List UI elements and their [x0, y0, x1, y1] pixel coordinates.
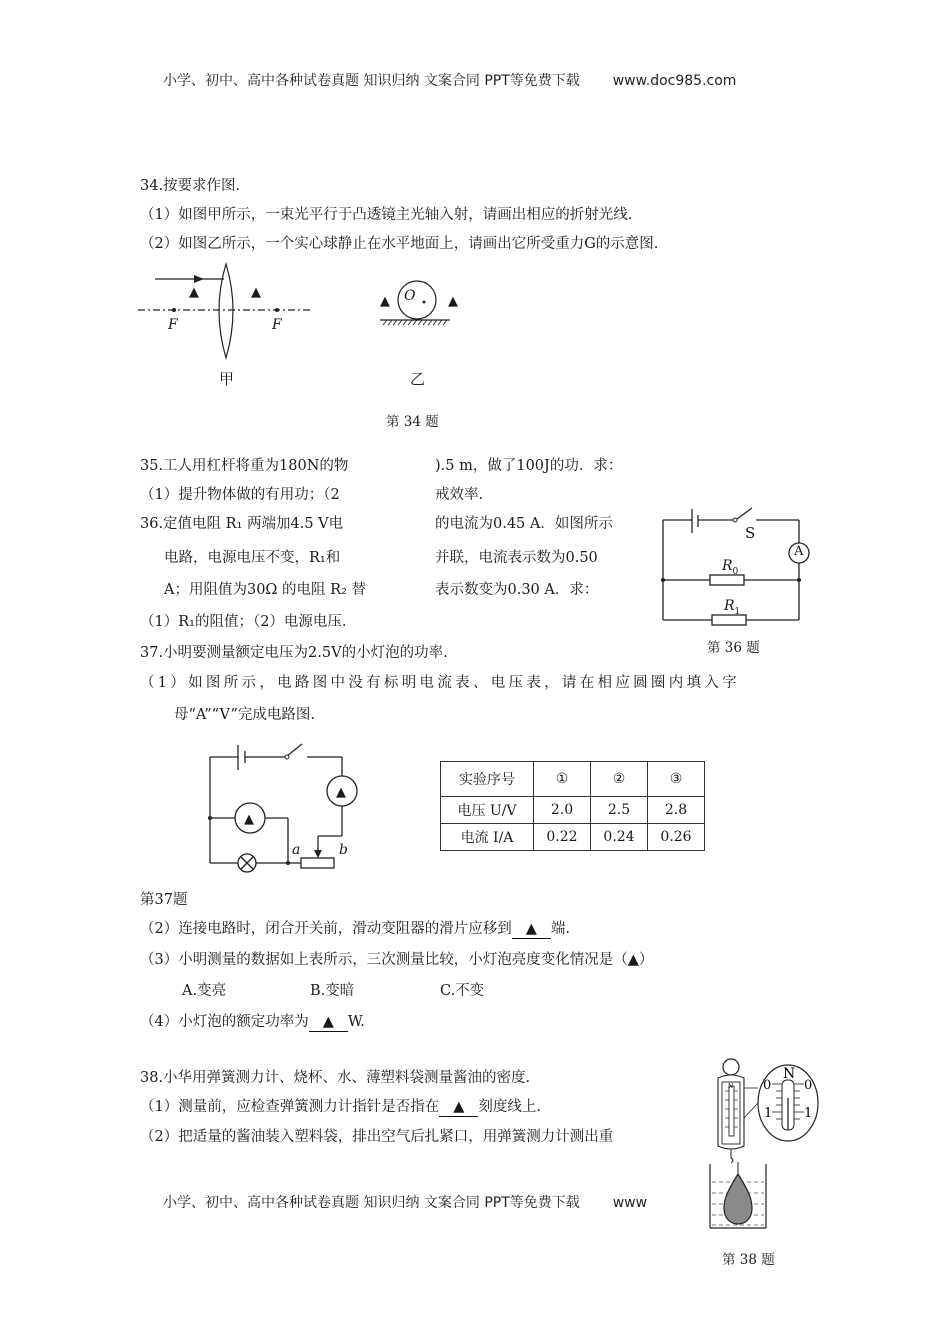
q36-line1-right: 的电流为0.45 A．如图所示 [435, 516, 613, 532]
fig-yi-label: 乙 [410, 370, 426, 388]
table-header-cell: ② [591, 762, 648, 797]
table-row [441, 824, 705, 851]
table-cell: 2.5 [591, 797, 648, 824]
q36-line2-right: 并联，电流表示数为0.50 [435, 550, 598, 566]
meter-right-marker-icon: ▲ [336, 785, 346, 800]
switch-label: S [745, 524, 756, 542]
q37-option-b[interactable]: B.变暗 [310, 983, 355, 999]
q34-caption: 第 34 题 [386, 414, 439, 430]
rheostat-end-a-label: a [292, 842, 301, 858]
q37-part1-line1: （1）如图所示，电路图中没有标明电流表、电压表，请在相应圆圈内填入字 [140, 675, 740, 691]
q34-part1: （1）如图甲所示，一束光平行于凸透镜主光轴入射，请画出相应的折射光线. [140, 207, 633, 223]
q36-caption: 第 36 题 [707, 640, 760, 656]
q35-line1-right: ).5 m，做了100J的功．求： [435, 458, 623, 474]
table-cell: 0.26 [648, 824, 705, 851]
q35-line2-right: 戒效率. [435, 487, 484, 503]
svg-text:1: 1 [804, 1106, 813, 1121]
answer-blank[interactable]: ▲ [309, 1013, 348, 1032]
q36-line1-left: 36.定值电阻 R₁ 两端加4.5 V电 [140, 516, 344, 532]
q36-line3-left: A；用阻值为30Ω 的电阻 R₂ 替 [164, 582, 367, 598]
focus-right-label: F [272, 317, 282, 333]
q35-line1-left: 35.工人用杠杆将重为180N的物 [140, 458, 349, 474]
answer-blank[interactable]: ▲ [439, 1098, 478, 1117]
header-url-link[interactable]: www.doc985.com [612, 73, 737, 89]
svg-text:0: 0 [763, 1078, 772, 1093]
q34-title: 34.按要求作图. [140, 178, 241, 194]
q34-part2: （2）如图乙所示，一个实心球静止在水平地面上，请画出它所受重力G的示意图. [140, 236, 659, 252]
ball-center-label: O [404, 288, 416, 304]
svg-text:1: 1 [764, 1106, 773, 1121]
focus-left-label: F [168, 317, 178, 333]
ball-marker-left-icon: ▲ [380, 294, 390, 309]
q36-line4: （1）R₁的阻值；（2）电源电压. [140, 614, 347, 630]
rheostat-end-b-label: b [339, 842, 348, 858]
table-cell: 电流 I/A [441, 824, 534, 851]
ammeter-label: A [794, 544, 804, 559]
table-row [441, 797, 705, 824]
q36-line3-right: 表示数变为0.30 A．求： [435, 582, 599, 598]
header-text: 小学、初中、高中各种试卷真题 知识归纳 文案合同 PPT等免费下载 [163, 73, 580, 89]
table-header-row [441, 762, 705, 797]
fig-jia-label: 甲 [219, 370, 235, 388]
q37-option-c[interactable]: C.不变 [440, 983, 485, 999]
r1-label: $R_1$ [724, 598, 741, 617]
table-header-cell: ③ [648, 762, 705, 797]
q37-option-a[interactable]: A.变亮 [182, 983, 227, 999]
scale-unit-label: N [783, 1066, 796, 1082]
svg-text:N: N [728, 1083, 734, 1090]
q37-part2: （2）连接电路时，闭合开关前，滑动变阻器的滑片应移到 ▲ 端. [140, 921, 570, 937]
ball-marker-right-icon: ▲ [448, 294, 458, 309]
q36-line2-left: 电路，电源电压不变，R₁和 [164, 550, 341, 566]
q38-part2: （2）把适量的酱油装入塑料袋，排出空气后扎紧口，用弹簧测力计测出重 [140, 1129, 614, 1145]
footer-banner [163, 1192, 647, 1212]
svg-text:0: 0 [804, 1078, 813, 1093]
q35-line2-left: （1）提升物体做的有用功；（2 [140, 487, 340, 503]
table-header-cell: 实验序号 [441, 762, 534, 797]
q37-part4: （4）小灯泡的额定功率为 ▲ W. [140, 1014, 365, 1030]
q38-part1: （1）测量前，应检查弹簧测力计指针是否指在 ▲ 刻度线上. [140, 1099, 541, 1115]
footer-url-link[interactable]: www [612, 1195, 648, 1211]
r0-label: $R_0$ [722, 558, 739, 577]
q37-part1-line2: 母“A”“V”完成电路图. [174, 707, 316, 723]
answer-blank[interactable]: ▲ [512, 920, 551, 939]
lens-marker-left-icon: ▲ [189, 285, 199, 300]
table-cell: 0.22 [534, 824, 591, 851]
q37-title: 37.小明要测量额定电压为2.5V的小灯泡的功率. [140, 645, 448, 661]
table-cell: 2.0 [534, 797, 591, 824]
header-banner [163, 70, 736, 90]
footer-text: 小学、初中、高中各种试卷真题 知识归纳 文案合同 PPT等免费下载 [163, 1195, 580, 1211]
lens-marker-right-icon: ▲ [251, 285, 261, 300]
q38-caption: 第 38 题 [722, 1252, 775, 1268]
table-cell: 电压 U/V [441, 797, 534, 824]
meter-left-marker-icon: ▲ [244, 812, 254, 827]
table-header-cell: ① [534, 762, 591, 797]
q37-data-table [440, 761, 705, 851]
beaker-diagram [700, 1162, 780, 1232]
q37-caption: 第37题 [140, 892, 188, 908]
table-cell: 0.24 [591, 824, 648, 851]
q37-part3: （3）小明测量的数据如上表所示，三次测量比较，小灯泡亮度变化情况是（▲） [140, 952, 654, 968]
lens-diagram [138, 262, 318, 362]
q38-title: 38.小华用弹簧测力计、烧杯、水、薄塑料袋测量酱油的密度. [140, 1070, 531, 1086]
table-cell: 2.8 [648, 797, 705, 824]
